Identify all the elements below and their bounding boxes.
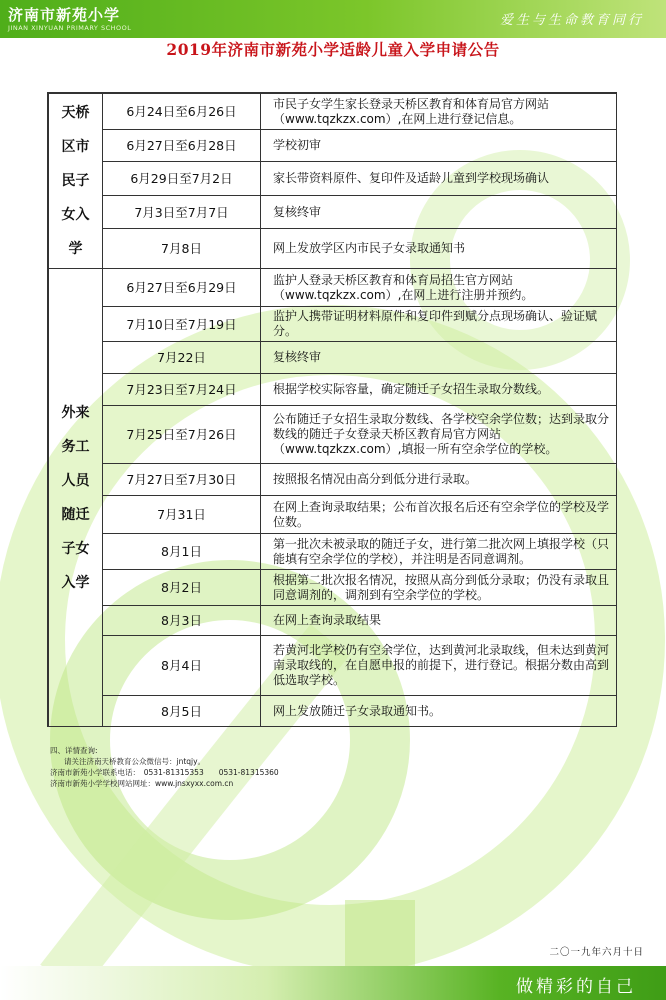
category-line: 入学 — [61, 574, 90, 591]
category-line: 随迁 — [61, 506, 90, 523]
category-cell-migrant — [49, 269, 103, 727]
description-cell: 若黄河北学校仍有空余学位，达到黄河北录取线，但未达到黄河南录取线的，在自愿申报的前提下，进行登记。根据分数由高到低选取学校。 — [261, 636, 617, 696]
category-line: 务工 — [61, 438, 90, 455]
footer-slogan: 做精彩的自己 — [516, 977, 636, 997]
table-row — [49, 196, 617, 229]
table-row — [49, 342, 617, 374]
category-cell-local — [49, 94, 103, 269]
description-cell: 复核终审 — [261, 196, 617, 229]
date-cell: 7月27日至7月30日 — [103, 464, 261, 496]
date-cell: 8月4日 — [103, 636, 261, 696]
date-cell: 7月23日至7月24日 — [103, 374, 261, 406]
table-row — [49, 534, 617, 570]
category-line: 外来 — [61, 404, 90, 421]
table-row — [49, 229, 617, 269]
table-row — [49, 570, 617, 606]
table-row — [49, 162, 617, 196]
description-cell: 在网上查询录取结果 — [261, 606, 617, 636]
date-cell: 8月1日 — [103, 534, 261, 570]
date-cell: 6月29日至7月2日 — [103, 162, 261, 196]
description-cell: 网上发放学区内市民子女录取通知书 — [261, 229, 617, 269]
contact-wechat: 请关注济南天桥教育公众微信号：jntqjy。 — [64, 757, 206, 766]
date-cell: 8月5日 — [103, 696, 261, 727]
date-cell: 7月8日 — [103, 229, 261, 269]
description-cell: 根据第二批次报名情况，按照从高分到低分录取；仍没有录取且同意调剂的，调剂到有空余学位的学校。 — [261, 570, 617, 606]
table-row — [49, 130, 617, 162]
description-cell: 学校初审 — [261, 130, 617, 162]
table-row — [49, 374, 617, 406]
description-cell: 按照报名情况由高分到低分进行录取。 — [261, 464, 617, 496]
description-cell: 复核终审 — [261, 342, 617, 374]
date-cell: 7月22日 — [103, 342, 261, 374]
date-cell: 7月3日至7月7日 — [103, 196, 261, 229]
date-cell: 8月2日 — [103, 570, 261, 606]
description-cell: 根据学校实际容量，确定随迁子女招生录取分数线。 — [261, 374, 617, 406]
table-row — [49, 496, 617, 534]
contact-info — [50, 745, 279, 789]
schedule-table — [47, 92, 617, 727]
description-cell: 网上发放随迁子女录取通知书。 — [261, 696, 617, 727]
publish-date: 二〇一九年六月十日 — [549, 947, 644, 958]
table-row — [49, 696, 617, 727]
date-cell: 8月3日 — [103, 606, 261, 636]
table-row — [49, 94, 617, 130]
contact-phone: 济南市新苑小学联系电话： 0531-81315353 0531-81315360 — [50, 768, 279, 777]
table-row — [49, 636, 617, 696]
description-cell: 监护人登录天桥区教育和体育局招生官方网站（www.tqzkzx.com）,在网上进行注册并预约。 — [261, 269, 617, 307]
date-cell: 7月31日 — [103, 496, 261, 534]
contact-heading: 四、详情查询: — [50, 746, 98, 755]
description-cell: 公布随迁子女招生录取分数线、各学校空余学位数；达到录取分数线的随迁子女登录天桥区教育局官方网站（www.tqzkzx.com）,填报一所有空余学位的学校。 — [261, 406, 617, 464]
table-row — [49, 606, 617, 636]
school-name: 济南市新苑小学 — [8, 6, 121, 24]
date-cell: 7月25日至7月26日 — [103, 406, 261, 464]
date-cell: 6月27日至6月29日 — [103, 269, 261, 307]
table-row — [49, 464, 617, 496]
page-title: 2019年济南市新苑小学适龄儿童入学申请公告 — [166, 40, 500, 59]
header-slogan: 爱生与生命教育同行 — [499, 13, 644, 28]
description-cell: 监护人携带证明材料原件和复印件到赋分点现场确认、验证赋分。 — [261, 307, 617, 342]
category-line: 子女 — [61, 540, 90, 557]
schedule-table-grid — [48, 93, 617, 727]
description-cell: 家长带资料原件、复印件及适龄儿童到学校现场确认 — [261, 162, 617, 196]
category-line: 天桥 — [61, 105, 90, 121]
category-line: 区市 — [61, 139, 90, 155]
description-cell: 第一批次未被录取的随迁子女，进行第二批次网上填报学校（只能填有空余学位的学校），并注明是否同意调剂。 — [261, 534, 617, 570]
school-name-en: JINAN XINYUAN PRIMARY SCHOOL — [8, 24, 132, 32]
date-cell: 7月10日至7月19日 — [103, 307, 261, 342]
category-line: 民子 — [61, 173, 90, 189]
table-row — [49, 269, 617, 307]
date-cell: 6月24日至6月26日 — [103, 94, 261, 130]
table-row — [49, 406, 617, 464]
category-line: 女入 — [61, 207, 90, 223]
category-line: 人员 — [61, 472, 90, 489]
table-row — [49, 307, 617, 342]
description-cell: 市民子女学生家长登录天桥区教育和体育局官方网站（www.tqzkzx.com）,在网上进行登记信息。 — [261, 94, 617, 130]
date-cell: 6月27日至6月28日 — [103, 130, 261, 162]
description-cell: 在网上查询录取结果；公布首次报名后还有空余学位的学校及学位数。 — [261, 496, 617, 534]
category-line: 学 — [68, 241, 83, 257]
contact-website: 济南市新苑小学学校网站网址：www.jnsxyxx.com.cn — [50, 779, 234, 788]
